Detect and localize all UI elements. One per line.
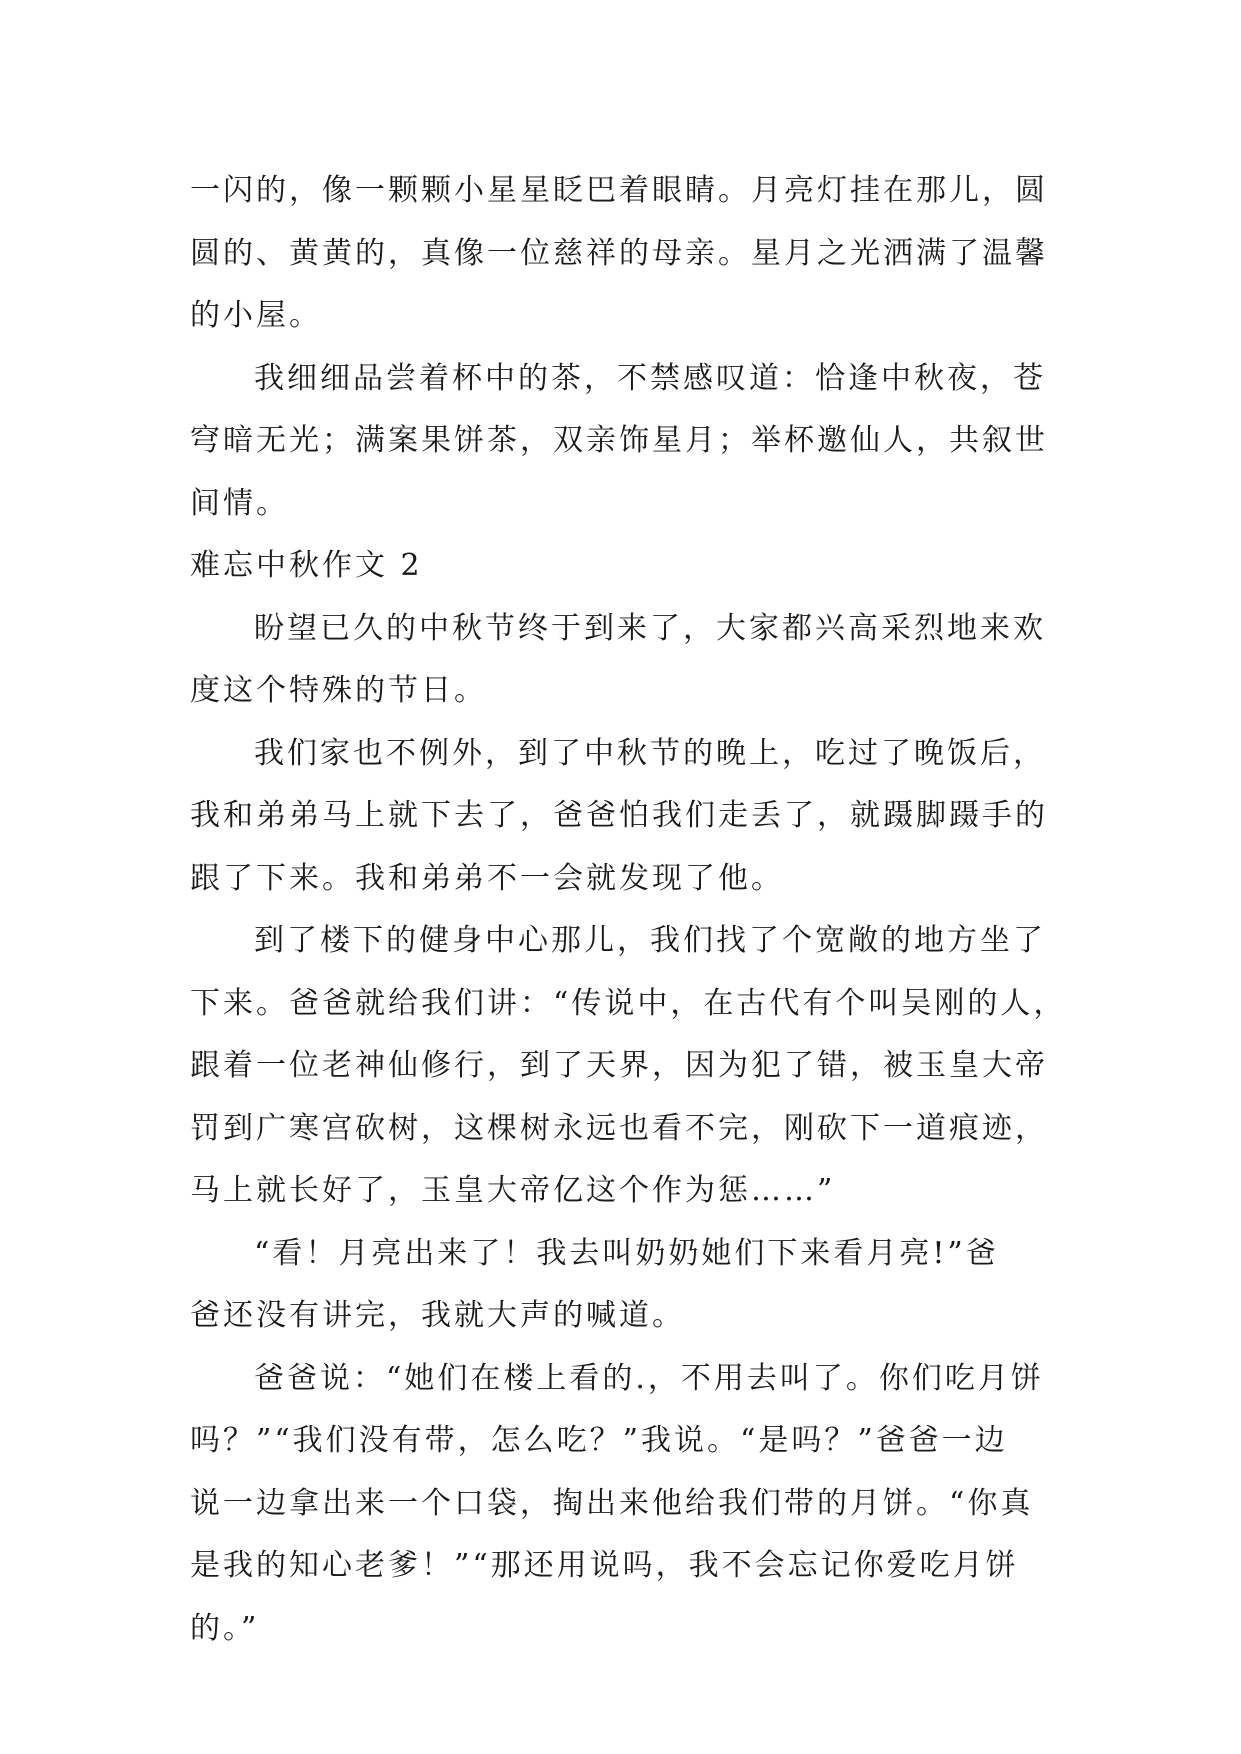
paragraph-line: 的小屋。 bbox=[190, 298, 322, 333]
paragraph-line: 跟着一位老神仙修行，到了天界，因为犯了错，被玉皇大帝 bbox=[190, 1048, 1048, 1083]
paragraph-line: 到了楼下的健身中心那儿，我们找了个宽敞的地方坐了 bbox=[254, 923, 1046, 958]
paragraph-line: 吗？”“我们没有带，怎么吃？”我说。“是吗？”爸爸一边 bbox=[190, 1423, 1008, 1458]
paragraph-7 bbox=[190, 1348, 1060, 1661]
paragraph-line: 下来。爸爸就给我们讲：“传说中，在古代有个叫吴刚的人， bbox=[190, 985, 1067, 1021]
paragraph-line: 我和弟弟马上就下去了，爸爸怕我们走丢了，就蹑脚蹑手的 bbox=[190, 798, 1048, 833]
paragraph-line: 我们家也不例外，到了中秋节的晚上，吃过了晚饭后， bbox=[254, 735, 1046, 771]
paragraph-line: 的。” bbox=[190, 1610, 260, 1646]
paragraph-5 bbox=[190, 910, 1067, 1223]
paragraph-line: 我细细品尝着杯中的茶，不禁感叹道：恰逢中秋夜，苍 bbox=[254, 360, 1046, 396]
paragraph-line: 间情。 bbox=[190, 485, 289, 521]
paragraph-line: 罚到广寒宫砍树，这棵树永远也看不完，刚砍下一道痕迹， bbox=[190, 1110, 1048, 1146]
paragraph-3 bbox=[190, 598, 1060, 723]
paragraph-line: 说一边拿出来一个口袋，掏出来他给我们带的月饼。“你真 bbox=[190, 1485, 1034, 1521]
paragraph-line: 马上就长好了，玉皇大帝亿这个作为惩……” bbox=[190, 1173, 836, 1208]
paragraph-line: 爸还没有讲完，我就大声的喊道。 bbox=[190, 1298, 685, 1333]
document-page bbox=[190, 160, 1067, 1660]
paragraph-line: 爸爸说：“她们在楼上看的.，不用去叫了。你们吃月饼 bbox=[254, 1360, 1044, 1396]
paragraph-line: 度这个特殊的节日。 bbox=[190, 673, 487, 708]
paragraph-line: 是我的知心老爹！”“那还用说吗，我不会忘记你爱吃月饼 bbox=[190, 1548, 1019, 1583]
paragraph-6 bbox=[190, 1223, 1060, 1348]
paragraph-4 bbox=[190, 723, 1060, 911]
paragraph-line: 穹暗无光；满案果饼茶，双亲饰星月；举杯邀仙人，共叙世 bbox=[190, 423, 1048, 458]
paragraph-1 bbox=[190, 160, 1060, 348]
paragraph-line: 一闪的，像一颗颗小星星眨巴着眼睛。月亮灯挂在那儿，圆 bbox=[190, 173, 1048, 208]
paragraph-line: 盼望已久的中秋节终于到来了，大家都兴高采烈地来欢 bbox=[254, 610, 1046, 646]
paragraph-line: 圆的、黄黄的，真像一位慈祥的母亲。星月之光洒满了温馨 bbox=[190, 235, 1048, 271]
paragraph-2 bbox=[190, 348, 1060, 536]
paragraph-line: “看！月亮出来了！我去叫奶奶她们下来看月亮!”爸 bbox=[254, 1235, 999, 1271]
paragraph-line: 跟了下来。我和弟弟不一会就发现了他。 bbox=[190, 860, 784, 896]
section-title: 难忘中秋作文 2 bbox=[190, 548, 423, 583]
